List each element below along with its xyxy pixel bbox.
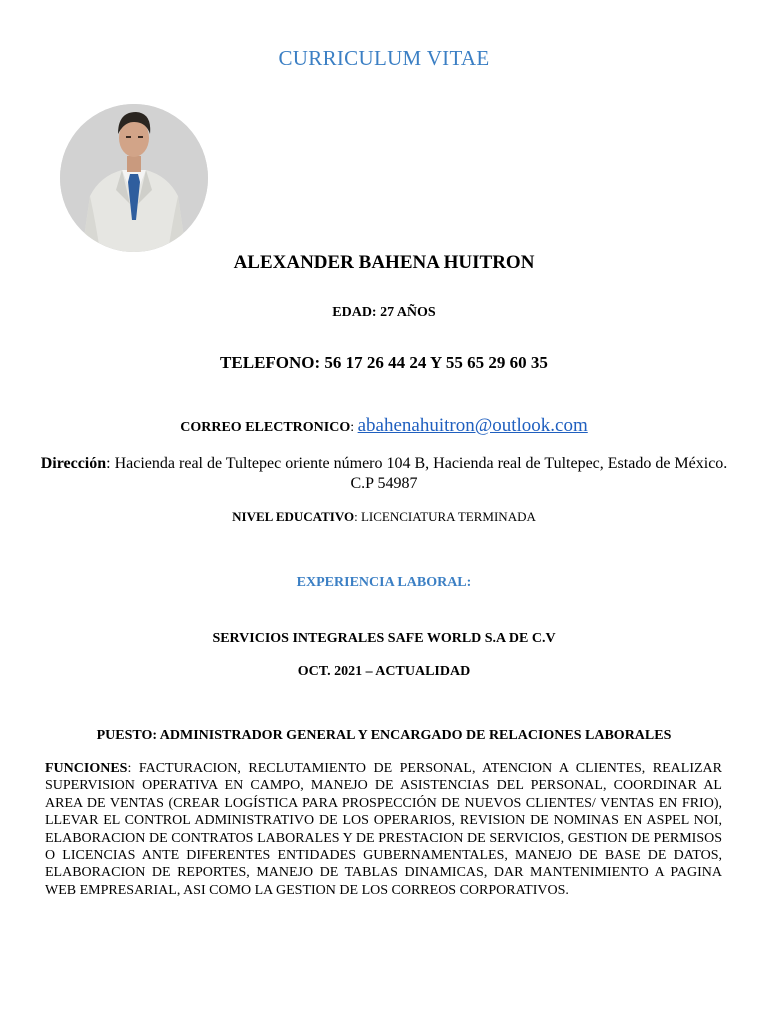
candidate-age: EDAD: 27 AÑOS (332, 305, 436, 320)
profile-photo-icon (60, 104, 208, 252)
experience-heading: EXPERIENCIA LABORAL: (296, 575, 472, 590)
education-value: : LICENCIATURA TERMINADA (354, 509, 536, 524)
candidate-phone: TELEFONO: 56 17 26 44 24 Y 55 65 29 60 35 (220, 353, 548, 372)
page-title: CURRICULUM VITAE (278, 46, 490, 70)
job-functions (45, 760, 722, 899)
email-line (0, 415, 768, 437)
candidate-name: ALEXANDER BAHENA HUITRON (233, 252, 535, 273)
address-label: Dirección (40, 455, 107, 472)
employment-dates: OCT. 2021 – ACTUALIDAD (297, 664, 471, 679)
profile-photo (60, 104, 208, 252)
address (40, 454, 728, 494)
functions-value: : FACTURACION, RECLUTAMIENTO DE PERSONAL, ATENCION A CLIENTES, REALIZAR SUPERVISION OPERATIVA EN CAMPO, MANEJO DE ASISTENCIAS DEL PERSONAL, COORDINAR AL AREA DE VENTAS (CREAR LOGÍSTICA PARA PROSPECCIÓN DE NUEVOS CLIENTES/ VENTAS EN FRIO), LLEVAR EL CONTROL ADMINISTRATIVO DE LOS OPERARIOS, REVISION DE NOMINAS EN ASPEL NOI, ELABORACION DE CONTRATOS LABORALES Y DE PRESTACION DE SERVICIOS, GESTION DE PERMISOS O LICENCIAS ANTE DIFERENTES ENTIDADES GUBERNAMENTALES, MANEJO DE BASE DE DATOS, ELABORACION DE REPORTES, MANEJO DE TABLAS DINAMICAS, DAR MANTENIMIENTO A PAGINA WEB EMPRESARIAL, ASI COMO LA GESTION DE LOS CORREOS CORPORATIVOS. (45, 761, 722, 898)
company-name: SERVICIOS INTEGRALES SAFE WORLD S.A DE C.V (212, 631, 556, 646)
email-separator: : (350, 420, 358, 435)
functions-label: FUNCIONES (45, 761, 128, 776)
job-position (0, 728, 768, 744)
address-value: : Hacienda real de Tultepec oriente número 104 B, Hacienda real de Tultepec, Estado de México. C.P 54987 (106, 455, 728, 492)
position-label: PUESTO (96, 728, 153, 743)
education-label: NIVEL EDUCATIVO (232, 509, 355, 524)
email-link[interactable]: abahenahuitron@outlook.com (357, 415, 588, 436)
position-value: : ADMINISTRADOR GENERAL Y ENCARGADO DE RELACIONES LABORALES (152, 728, 672, 743)
education-level (0, 509, 768, 525)
email-label: CORREO ELECTRONICO (180, 420, 351, 435)
